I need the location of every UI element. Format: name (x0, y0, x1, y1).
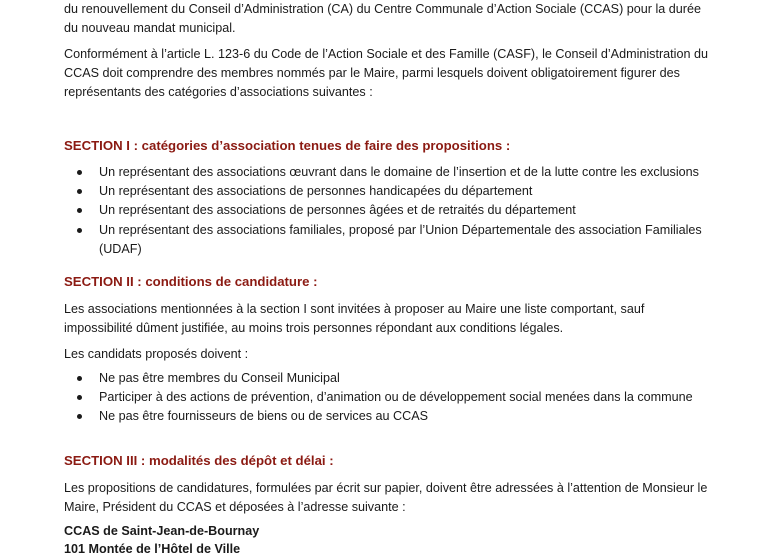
intro-renewal-text: du renouvellement du Conseil d’Administration (CA) du Centre Communale d’Action Sociale (CCAS) pour la durée du nouveau mandat municipal. (64, 2, 701, 35)
section-2-title: SECTION II : conditions de candidature : (64, 274, 318, 289)
intro-article-text: Conformément à l’article L. 123-6 du Code de l’Action Sociale et des Famille (CASF), le Conseil d’Administration du CCAS doit comprendre des membres nommés par le Maire, parmi lesquels doivent obligatoirement figurer des représentants des catégories d’associations suivantes : (64, 47, 708, 99)
bullet-icon (77, 228, 82, 233)
bullet-icon (77, 395, 82, 400)
list-item: Un représentant des associations familiales, proposé par l’Union Départementale des association Familiales (UDAF) (64, 221, 714, 259)
section-3-paragraph: Les propositions de candidatures, formulées par écrit sur papier, doivent être adressées à l’attention de Monsieur le Maire, Président du CCAS et déposées à l’adresse suivante : (64, 481, 708, 514)
list-item: Ne pas être membres du Conseil Municipal (64, 369, 714, 388)
list-item: Ne pas être fournisseurs de biens ou de services au CCAS (64, 407, 714, 426)
section-2-list (64, 369, 714, 427)
address-line-1: CCAS de Saint-Jean-de-Bournay (64, 524, 260, 538)
list-item: Un représentant des associations de personnes handicapées du département (64, 182, 714, 201)
section-3-title: SECTION III : modalités des dépôt et délai : (64, 453, 334, 468)
bullet-icon (77, 414, 82, 419)
bullet-icon (77, 170, 82, 175)
list-item: Participer à des actions de prévention, d’animation ou de développement social menées dans la commune (64, 388, 714, 407)
section-1-title: SECTION I : catégories d’association tenues de faire des propositions : (64, 138, 511, 153)
list-item: Un représentant des associations de personnes âgées et de retraités du département (64, 201, 714, 220)
section-1-list (64, 163, 714, 259)
section-2-candidates-intro: Les candidats proposés doivent : (64, 347, 249, 361)
bullet-icon (77, 189, 82, 194)
bullet-icon (77, 208, 82, 213)
address-line-2: 101 Montée de l’Hôtel de Ville (64, 542, 241, 556)
list-item: Un représentant des associations œuvrant dans le domaine de l’insertion et de la lutte contre les exclusions (64, 163, 714, 182)
section-2-paragraph: Les associations mentionnées à la section I sont invitées à proposer au Maire une liste comportant, sauf impossibilité dûment justifiée, au moins trois personnes répondant aux conditions légales. (64, 302, 645, 335)
bullet-icon (77, 376, 82, 381)
